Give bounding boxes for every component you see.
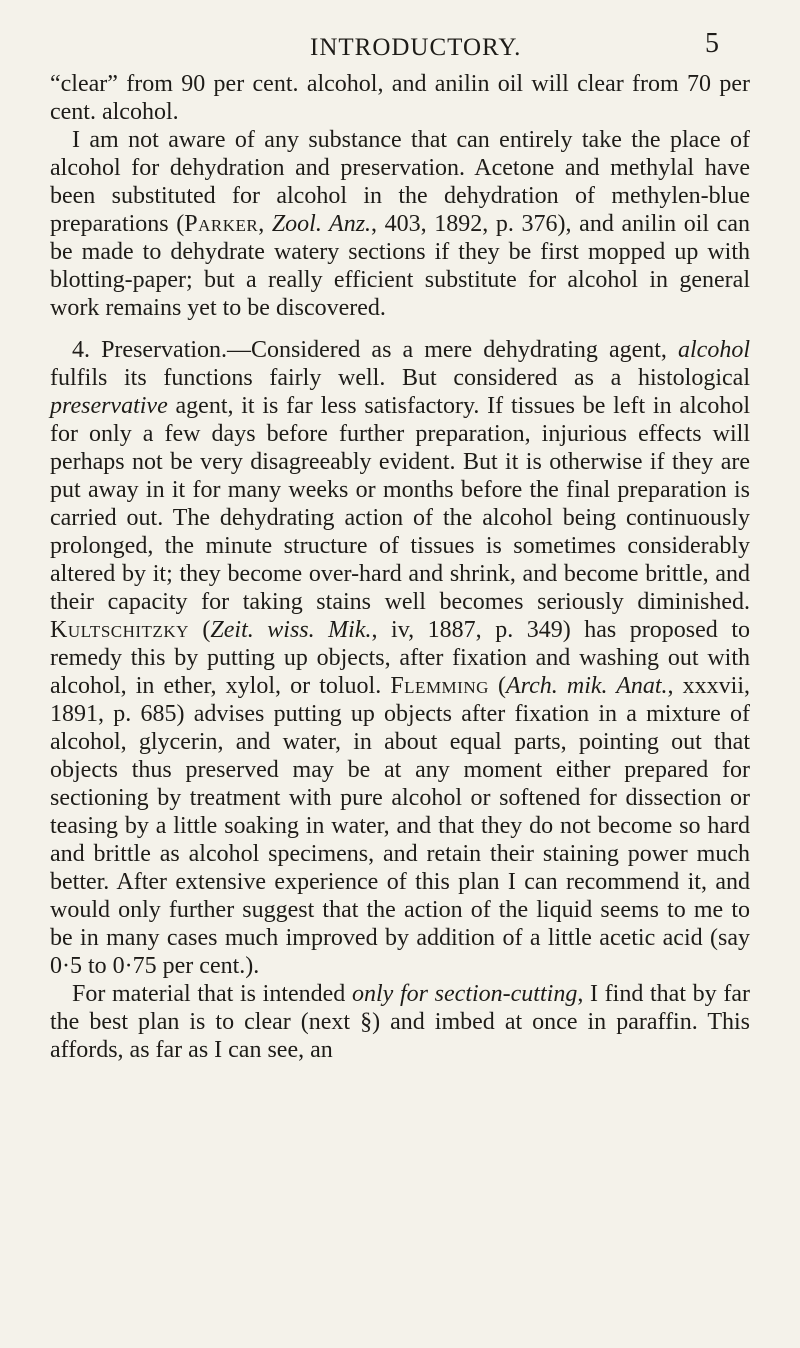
term-preservative: preservative: [50, 393, 168, 419]
running-title: INTRODUCTORY.: [310, 34, 522, 61]
preservation-text-g: , xxxvii, 1891, p. 685) advises putting up objects after fixation in a mixture of alcohol, glycerin, and water, in about equal parts, pointing out that objects thus preserved may be at any moment either prepared for sectioning by treatment with pure alcohol or softened for dissection or teasing by a little soaking in water, and that they do not become so hard and brittle as alcohol specimens, and retain their staining power much better. After extensive experience of this plan I can recommend it, and would only further suggest that the action of the liquid seems to me to be in many cases much improved by addition of a little acetic acid (say 0·5 to 0·75 per cent.).: [50, 673, 750, 979]
section-cutting-text-b: , I find that by far the best plan is to clear (next §) and imbed at once in paraffin. This affords, as far as I can see, an: [50, 981, 750, 1063]
journal-arch-mik-anat: Arch. mik. Anat.: [506, 673, 668, 699]
term-only-for-section-cutting: only for section-cutting: [352, 981, 578, 1007]
paragraph-clearing: [50, 70, 750, 126]
paragraph-section-cutting: [50, 980, 750, 1064]
author-kultschitzky: Kultschitzky: [50, 617, 189, 643]
running-head: [0, 24, 800, 64]
paragraph-clearing-text: “clear” from 90 per cent. alcohol, and anilin oil will clear from 70 per cent. alcohol.: [50, 71, 750, 125]
preservation-text-a: —Considered as a mere dehydrating agent,: [227, 337, 679, 363]
body-text: [50, 70, 750, 1064]
substitutes-separator: ,: [258, 211, 272, 237]
substitutes-text-b: , 403, 1892, p. 376), and anilin oil can be made to dehydrate watery sections if they be first mopped up with blotting-paper; but a really efficient substitute for alcohol in general work remains yet to be discovered.: [50, 211, 750, 321]
author-parker: Parker: [184, 211, 259, 237]
preservation-text-c: agent, it is far less satisfactory. If tissues be left in alcohol for only a few days before further preparation, injurious effects will perhaps not be very disagreeably evident. But it is otherwise if they are put away in it for many weeks or months before the final preparation is carried out. The dehydrating action of the alcohol being continuously prolonged, the minute structure of tissues is sometimes considerably altered by it; they become over-hard and shrink, and become brittle, and their capacity for taking stains well becomes seriously diminished.: [50, 393, 750, 615]
preservation-text-f: (: [488, 673, 506, 699]
journal-zeit-wiss-mik: Zeit. wiss. Mik.: [210, 617, 372, 643]
preservation-text-b: fulfils its functions fairly well. But considered as a histological: [50, 365, 750, 391]
journal-zool-anz: Zool. Anz.: [271, 211, 372, 237]
page-number: 5: [705, 28, 719, 59]
preservation-text-d: (: [188, 617, 211, 643]
preservation-text-e: , iv, 1887, p. 349) has proposed to remedy this by putting up objects, after fixation and washing out with alcohol, in ether, xylol, or toluol.: [50, 617, 750, 699]
section-heading-preservation: 4. Preservation.: [72, 337, 228, 363]
term-alcohol: alcohol: [678, 337, 751, 363]
paragraph-substitutes: [50, 126, 750, 322]
paragraph-preservation: [50, 336, 750, 980]
section-cutting-text-a: For material that is intended: [72, 981, 352, 1007]
substitutes-text-a: I am not aware of any substance that can entirely take the place of alcohol for dehydration and preservation. Acetone and methylal have been substituted for alcohol in the dehydration of methylen-blue preparations (: [50, 127, 750, 237]
author-flemming: Flemming: [390, 673, 489, 699]
